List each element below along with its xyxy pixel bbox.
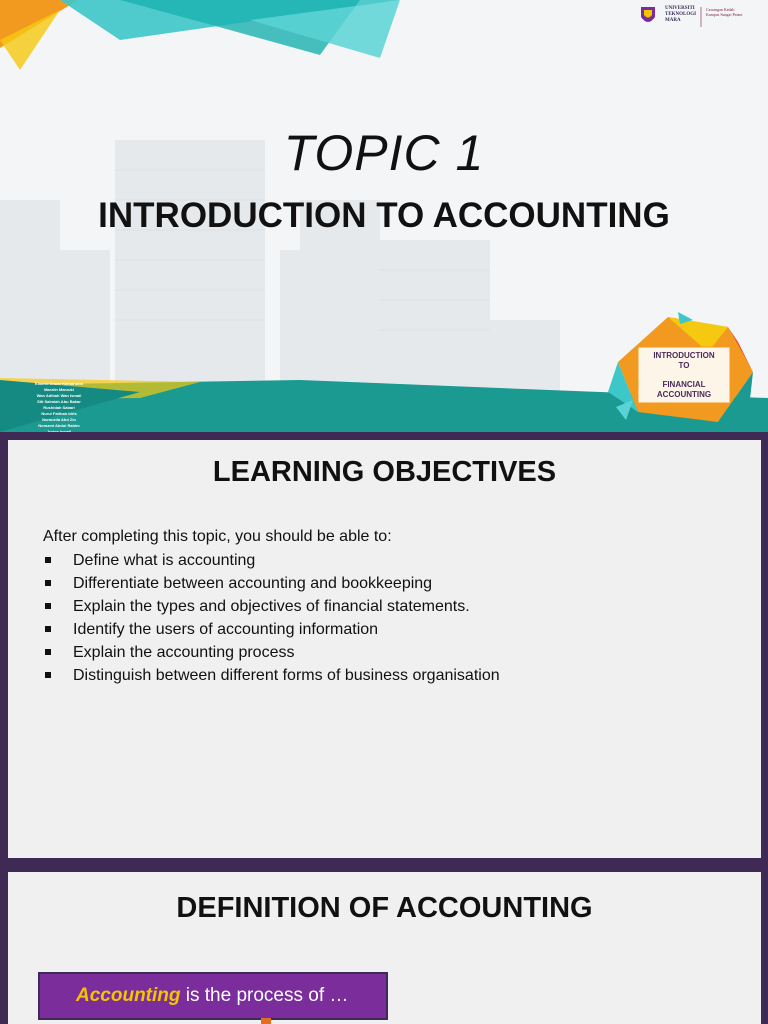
author-name: Nursuzila Abd Zin (42, 417, 76, 422)
objective-text: Explain the types and objectives of financial statements. (73, 598, 470, 615)
book-line-4: ACCOUNTING (656, 390, 712, 399)
square-bullet-icon (45, 672, 51, 678)
book-line-1: INTRODUCTION (653, 351, 715, 360)
definition-keyword: Accounting (76, 985, 181, 1006)
square-bullet-icon (45, 603, 51, 609)
square-bullet-icon (45, 580, 51, 586)
topic-subtitle: INTRODUCTION TO ACCOUNTING (98, 196, 670, 235)
topic-title: TOPIC 1 (283, 125, 485, 181)
definition-box (38, 972, 388, 1020)
objective-text: Distinguish between different forms of business organisation (73, 667, 500, 684)
definition-heading: DEFINITION OF ACCOUNTING (176, 892, 593, 924)
objective-text: Define what is accounting (73, 552, 256, 569)
book-line-2: TO (678, 361, 690, 370)
author-name: Nurul Fatihah Idris (41, 411, 77, 416)
square-bullet-icon (45, 557, 51, 563)
square-bullet-icon (45, 626, 51, 632)
uitm-name (665, 6, 696, 24)
objectives-list (43, 549, 500, 687)
objectives-heading: LEARNING OBJECTIVES (212, 456, 557, 488)
logo-line-2: TEKNOLOGI (665, 12, 697, 17)
objective-text: Identify the users of accounting information (73, 621, 379, 638)
author-name: Jurina Ismail (46, 429, 72, 432)
campus-line-1: Cawangan Kedah (706, 7, 735, 12)
objectives-intro: After completing this topic, you should be able to: (43, 528, 392, 545)
author-name: Marziin Marzuki (44, 387, 74, 392)
list-item (43, 572, 500, 595)
list-item (43, 641, 500, 664)
definition-text: is the process of … (180, 985, 349, 1006)
campus-line-2: Kampus Sungai Petani (706, 12, 743, 17)
list-item (43, 595, 500, 618)
author-name: Siti Salmiah Abu Bakar (37, 399, 81, 404)
campus-name (706, 7, 742, 17)
author-name: Rushidah Sabari (43, 405, 75, 410)
objective-text: Differentiate between accounting and bookkeeping (73, 575, 433, 592)
author-name: Wan Adibah Wan Ismail (36, 393, 82, 398)
connector-graphic (261, 1018, 271, 1024)
objective-text: Explain the accounting process (73, 644, 295, 661)
square-bullet-icon (45, 649, 51, 655)
title-slide (0, 0, 768, 432)
logo-line-1: UNIVERSITI (665, 6, 695, 11)
logo-line-3: MARA (665, 18, 681, 23)
learning-objectives-slide (8, 440, 761, 858)
definition-slide (8, 872, 761, 1024)
author-name: Khairul Anuar Kamarudin (34, 381, 84, 386)
author-list (24, 381, 94, 432)
book-title (638, 351, 730, 400)
uitm-logo (638, 5, 762, 29)
book-line-3: FINANCIAL (662, 380, 706, 389)
author-name: Norazmi Abdul Rahim (38, 423, 80, 428)
list-item (43, 618, 500, 641)
list-item (43, 664, 500, 687)
list-item (43, 549, 500, 572)
